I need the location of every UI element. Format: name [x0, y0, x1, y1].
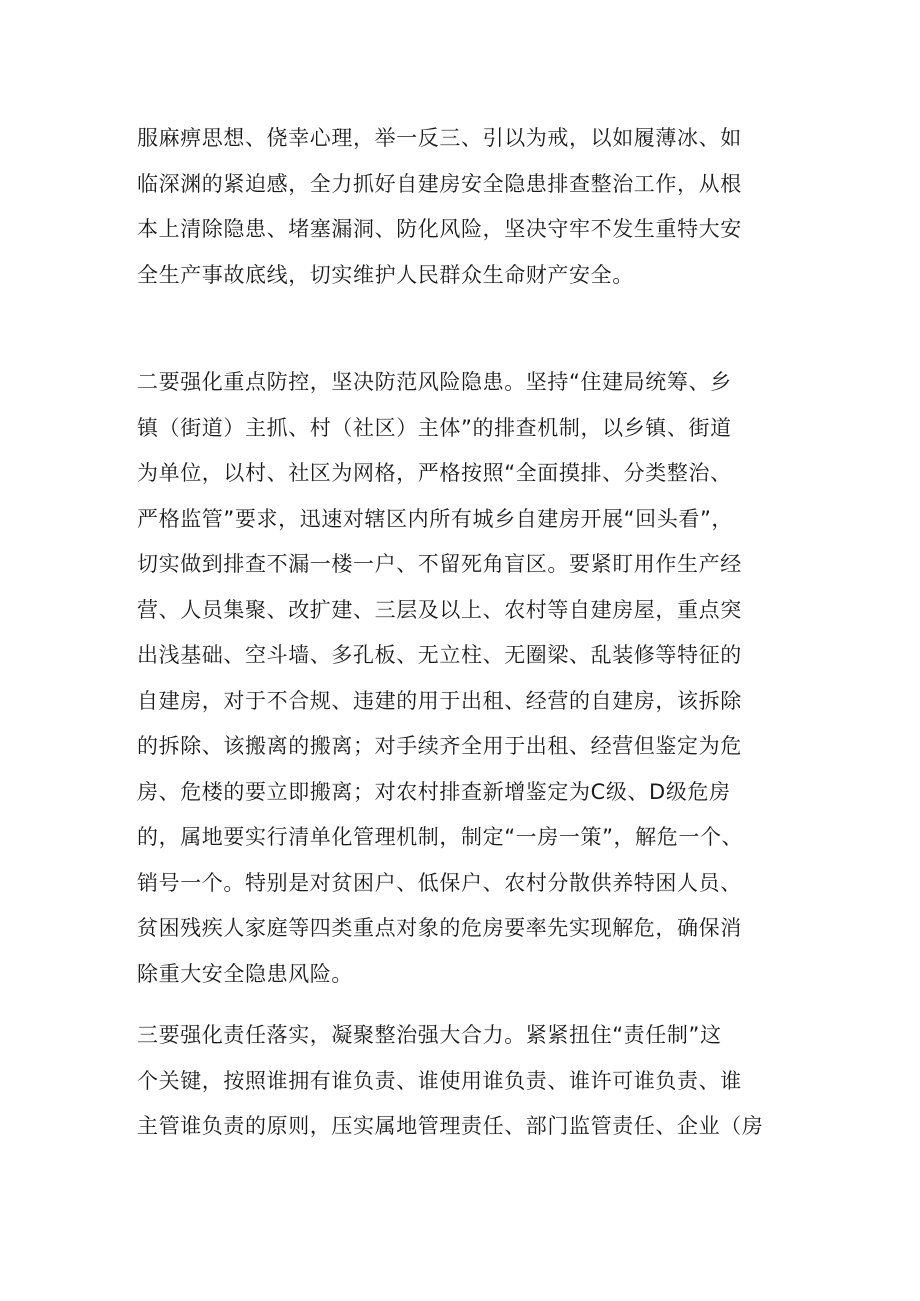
text-line: 贫困残疾人家庭等四类重点对象的危房要率先实现解危，确保消: [137, 916, 742, 940]
text-line: 临深渊的紧迫感，全力抓好自建房安全隐患排查整治工作，从根: [137, 171, 742, 196]
text-line: 的拆除、该搬离的搬离；对手续齐全用于出租、经营但鉴定为危: [137, 734, 742, 758]
text-line: 个关键，按照谁拥有谁负责、谁使用谁负责、谁许可谁负责、谁: [137, 1068, 742, 1093]
text-line: 除重大安全隐患风险。: [137, 961, 353, 986]
text-line: 出浅基础、空斗墙、多孔板、无立柱、无圈梁、乱装修等特征的: [137, 643, 742, 667]
paragraph-2: [137, 360, 793, 997]
text-line: 严格监管”要求，迅速对辖区内所有城乡自建房开展“回头看”，: [137, 506, 734, 531]
paragraph-1: [137, 116, 793, 298]
text-line: 的，属地要实行清单化管理机制，制定“一房一策”，解危一个、: [137, 825, 744, 849]
paragraph-3: [137, 1013, 793, 1150]
text-line: 服麻痹思想、侥幸心理，举一反三、引以为戒，以如履薄冰、如: [137, 126, 742, 150]
text-line: 销号一个。特别是对贫困户、低保户、农村分散供养特困人员、: [137, 870, 742, 895]
text-line: 三要强化责任落实，凝聚整治强大合力。紧紧扭住“责任制”这: [137, 1023, 722, 1047]
text-line: 自建房，对于不合规、违建的用于出租、经营的自建房，该拆除: [137, 688, 742, 713]
text-line: 本上清除隐患、堵塞漏洞、防化风险，坚决守牢不发生重特大安: [137, 217, 742, 241]
text-line: 为单位，以村、社区为网格，严格按照“全面摸排、分类整治、: [137, 461, 732, 485]
text-line: 房、危楼的要立即搬离；对农村排查新增鉴定为C级、D级危房: [137, 779, 731, 804]
text-line: 二要强化重点防控，坚决防范风险隐患。坚持“住建局统筹、乡: [137, 370, 732, 394]
text-line: 营、人员集聚、改扩建、三层及以上、农村等自建房屋，重点突: [137, 597, 742, 622]
text-line: 切实做到排查不漏一楼一户、不留死角盲区。要紧盯用作生产经: [137, 552, 742, 576]
text-line: 全生产事故底线，切实维护人民群众生命财产安全。: [137, 262, 634, 287]
text-line: 镇（街道）主抓、村（社区）主体”的排查机制，以乡镇、街道: [137, 415, 732, 440]
text-line: 主管谁负责的原则，压实属地管理责任、部门监管责任、企业（房: [137, 1114, 764, 1138]
